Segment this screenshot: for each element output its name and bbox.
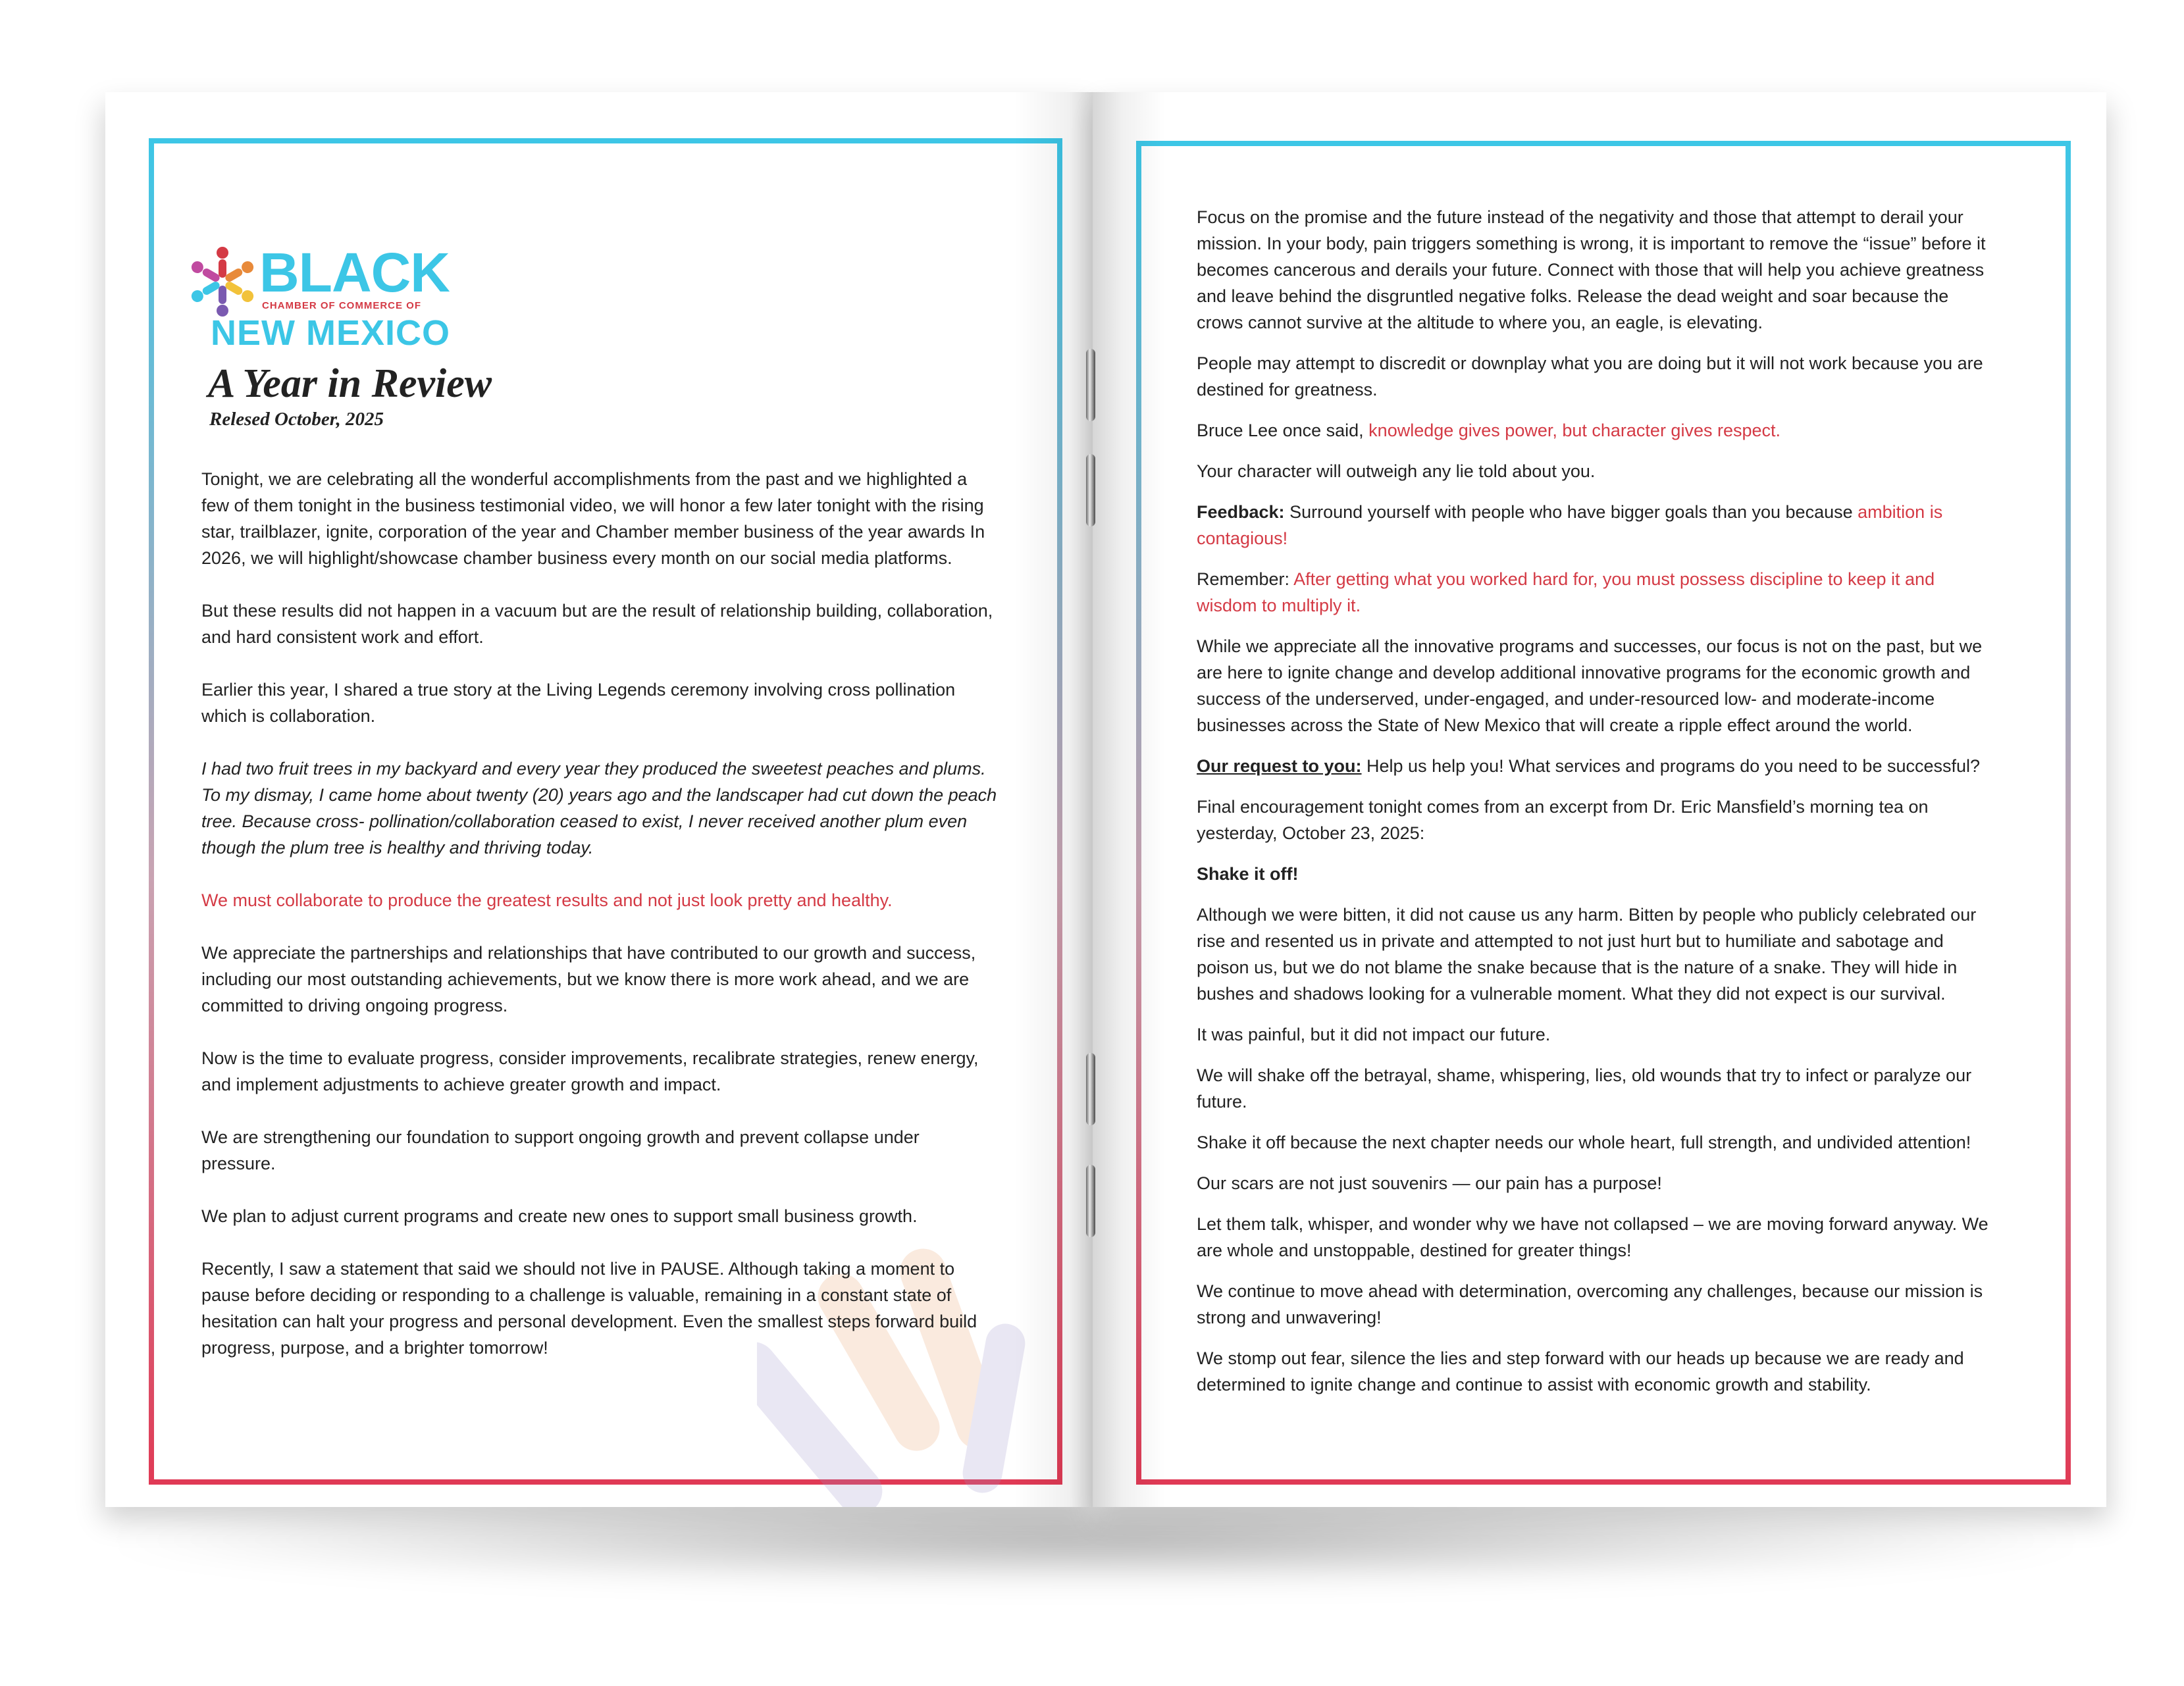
remember-label: Remember: (1197, 569, 1294, 589)
people-circle-icon (186, 245, 259, 319)
paragraph: It was painful, but it did not impact our future. (1197, 1025, 1551, 1044)
paragraph: We are strengthening our foundation to support ongoing growth and prevent collapse under pressure. (201, 1127, 920, 1173)
logo-word-state: NEW MEXICO (211, 313, 451, 353)
paragraph: While we appreciate all the innovative programs and successes, our focus is not on the past, but we are here to ignite change and develop additional innovative programs for the economic growth and success of the underserved, under-engaged, and under-resourced low- and moderate-income businesses across the State of New Mexico that will create a ripple effect around the world. (1197, 636, 1983, 735)
page-title: A Year in Review (208, 361, 492, 406)
quote-lead: Bruce Lee once said, (1197, 421, 1369, 440)
staple-3 (1086, 1053, 1095, 1125)
chamber-logo (186, 242, 451, 357)
paragraph: Now is the time to evaluate progress, consider improvements, recalibrate strategies, renew energy, and implement adjustments to achieve greater growth and impact. (201, 1048, 979, 1094)
paragraph: We will shake off the betrayal, shame, whispering, lies, old wounds that try to infect or paralyze our future. (1197, 1065, 1972, 1111)
paragraph: Shake it off because the next chapter needs our whole heart, full strength, and undivided attention! (1197, 1133, 1971, 1152)
paragraph: Tonight, we are celebrating all the wonderful accomplishments from the past and we highlighted a few of them tonight in the business testimonial video, we will honor a few later tonight with the rising star, trailblazer, ignite, corporation of the year and Chamber member business of the year awards In 2026, we will highlight/showcase chamber business every month on our social media platforms. (201, 469, 985, 568)
logo-word-black: BLACK (259, 242, 450, 303)
remember-highlight: After getting what you worked hard for, you must possess discipline to keep it and wisdom to multiply it. (1197, 569, 1935, 615)
logo-subline: CHAMBER OF COMMERCE OF (262, 300, 421, 311)
quote-text: knowledge gives power, but character gives respect. (1368, 421, 1781, 440)
brochure-shadow (112, 1494, 2080, 1586)
paragraph: Your character will outweigh any lie told about you. (1197, 461, 1596, 481)
paragraph: We appreciate the partnerships and relationships that have contributed to our growth and success, including our most outstanding achievements, but we know there is more work ahead, and we are committed to driving ongoing progress. (201, 943, 976, 1015)
right-spine-shade (1093, 92, 1165, 1507)
paragraph: Let them talk, whisper, and wonder why we have not collapsed – we are moving forward anyway. We are whole and unstoppable, destined for greater things! (1197, 1214, 1989, 1260)
request-text: Help us help you! What services and programs do you need to be successful? (1361, 756, 1981, 776)
highlight-paragraph: We must collaborate to produce the greatest results and not just look pretty and healthy. (201, 890, 893, 910)
quote-paragraph (1197, 417, 2000, 444)
story-paragraph: I had two fruit trees in my backyard and every year they produced the sweetest peaches and plums. To my dismay, I came home about twenty (20) years ago and the landscaper had cut down the peach tree. Because cross- pollination/collaboration ceased to exist, I never received another plum even though the plum tree is healthy and thriving today. (201, 759, 997, 857)
feedback-text: Surround yourself with people who have bigger goals than you because (1284, 502, 1858, 522)
paragraph: Focus on the promise and the future instead of the negativity and those that attempt to derail your mission. In your body, pain triggers something is wrong, it is important to remove the “issue” before it becomes cancerous and derails your future. Connect with those that will help you achieve greatness and leave behind the disgruntled negative folks. Release the dead weight and soar because the crows cannot survive at the altitude to where you, an eagle, is elevating. (1197, 207, 1986, 332)
staple-1 (1086, 349, 1095, 421)
left-spine-shade (1014, 92, 1093, 1507)
feedback-label: Feedback: (1197, 502, 1285, 522)
section-heading: Shake it off! (1197, 864, 1299, 884)
paragraph: Our scars are not just souvenirs — our pain has a purpose! (1197, 1173, 1662, 1193)
request-paragraph (1197, 753, 2000, 779)
request-label: Our request to you: (1197, 756, 1362, 776)
staple-4 (1086, 1165, 1095, 1237)
paragraph: We continue to move ahead with determination, overcoming any challenges, because our mission is strong and unwavering! (1197, 1281, 1983, 1327)
paragraph: Although we were bitten, it did not cause us any harm. Bitten by people who publicly celebrated our rise and resented us in private and attempted to not just hurt but to humiliate and sabotage and poison us, but we do not blame the snake because that is the nature of a snake. They will hide in bushes and shadows looking for a vulnerable moment. What they did not expect is our survival. (1197, 905, 1977, 1004)
release-date: Relesed October, 2025 (209, 409, 384, 430)
paragraph: Recently, I saw a statement that said we should not live in PAUSE. Although taking a moment to pause before deciding or responding to a challenge is valuable, remaining in a constant state of hesitation can halt your progress and personal development. Even the smallest steps forward build progress, purpose, and a brighter tomorrow! (201, 1259, 977, 1358)
feedback-paragraph (1197, 499, 2000, 551)
paragraph: People may attempt to discredit or downplay what you are doing but it will not work because you are destined for greatness. (1197, 353, 1983, 399)
paragraph: Earlier this year, I shared a true story at the Living Legends ceremony involving cross pollination which is collaboration. (201, 680, 956, 726)
paragraph: We plan to adjust current programs and create new ones to support small business growth. (201, 1206, 918, 1226)
feedback-highlight: ambition is contagious! (1197, 502, 1943, 548)
left-body (201, 466, 998, 1387)
staple-2 (1086, 454, 1095, 526)
remember-paragraph (1197, 566, 2000, 619)
paragraph: We stomp out fear, silence the lies and step forward with our heads up because we are ready and determined to ignite change and continue to assist with economic growth and stability. (1197, 1348, 1964, 1394)
paragraph: Final encouragement tonight comes from an excerpt from Dr. Eric Mansfield’s morning tea on yesterday, October 23, 2025: (1197, 797, 1929, 843)
right-body (1197, 204, 2000, 1412)
paragraph: But these results did not happen in a vacuum but are the result of relationship building, collaboration, and hard consistent work and effort. (201, 601, 993, 647)
